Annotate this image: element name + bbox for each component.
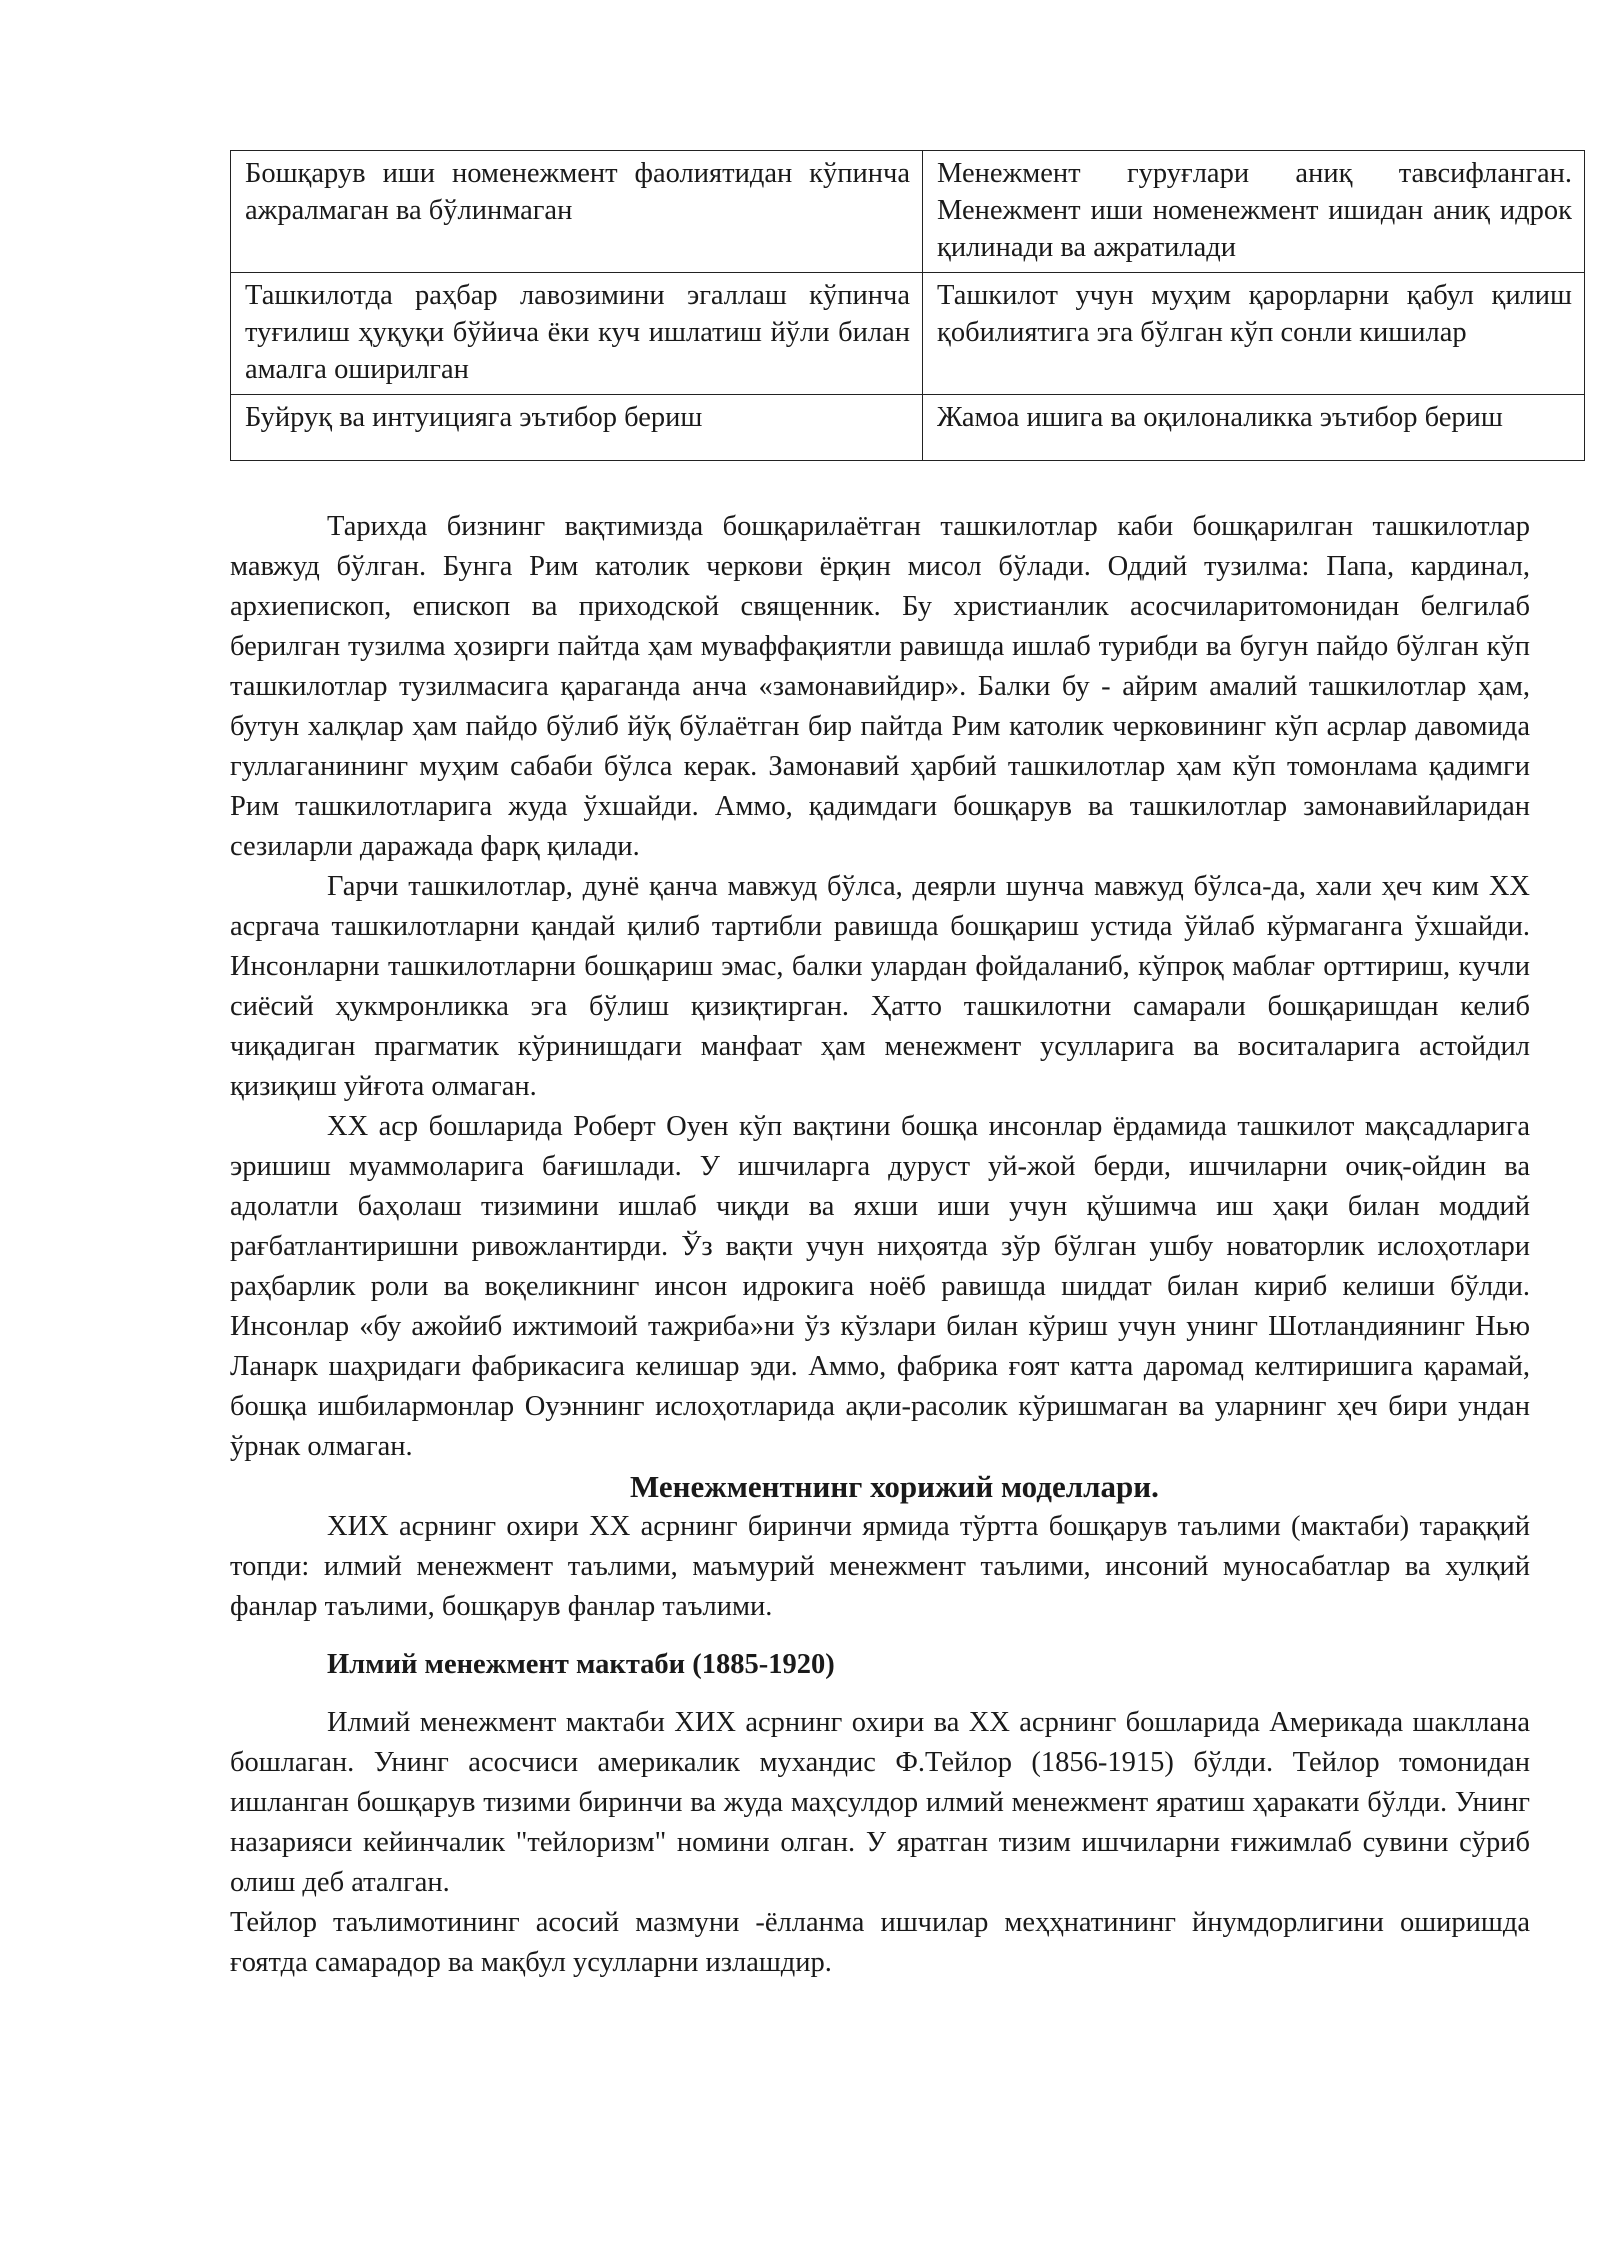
- table-row: [231, 273, 1585, 395]
- paragraph-taylor-essence: Тейлор таълимотининг асосий мазмуни -ёлланма ишчилар меҳҳнатининг йнумдорлигини оширишда ғоятда самарадор ва мақбул усулларни излашдир.: [230, 1907, 1530, 1978]
- paragraph-taylor: Илмий менежмент мактаби ХИХ асрнинг охири ва ХХ асрнинг бошларида Америкада шакллана бошлаган. Унинг асосчиси америкалик мухандис Ф.Тейлор (1856-1915) бўлди. Тейлор томонидан ишланган бошқарув тизими биринчи ва жуда маҳсулдор илмий менежмент яратиш ҳаракати бўлди. Унинг назарияси кейинчалик "тейлоризм" номини олган. У яратган тизим ишчиларни ғижимлаб сувини сўриб олиш деб аталган.: [230, 1707, 1530, 1898]
- paragraph-four-schools: ХИХ асрнинг охири ХХ асрнинг биринчи ярмида тўртта бошқарув таълими (мактаби) тараққий топди: илмий менежмент таълими, маъмурий менежмент таълими, инсоний муносабатлар ва хулқий фанлар таълими, бошқарув фанлар таълими.: [230, 1511, 1530, 1622]
- table-cell-right: Ташкилот учун муҳим қарорларни қабул қилиш қобилиятига эга бўлган кўп сонли кишилар: [923, 273, 1585, 395]
- table-cell-right: Жамоа ишига ва оқилоналикка эътибор бериш: [923, 395, 1585, 461]
- table-cell-right: Менежмент гуруғлари аниқ тавсифланган. Менежмент иши номенежмент ишидан аниқ идрок қилинади ва ажратилади: [923, 151, 1585, 273]
- paragraph-20th-century: Гарчи ташкилотлар, дунё қанча мавжуд бўлса, деярли шунча мавжуд бўлса-да, хали ҳеч ким ХХ асргача ташкилотларни қандай қилиб тартибли равишда бошқариш устида ўйлаб кўрмаганга ўхшайди. Инсонларни ташкилотларни бошқариш эмас, балки улардан фойдаланиб, кўпроқ маблағ орттириш, кучли сиёсий ҳукмронликка эга бўлиш қизиқтирган. Ҳатто ташкилотни самарали бошқаришдан келиб чиқадиган прагматик кўринишдаги манфаат ҳам менежмент усулларига ва воситаларига астойдил қизиқиш уйғота олмаган.: [230, 871, 1530, 1102]
- comparison-table: [230, 150, 1585, 461]
- table-row: [231, 395, 1585, 461]
- subsection-heading: Илмий менежмент мактаби (1885-1920): [327, 1649, 835, 1680]
- table-cell-left: Бошқарув иши номенежмент фаолиятидан кўпинча ажралмаган ва бўлинмаган: [231, 151, 923, 273]
- section-heading: Менежментнинг хорижий моделлари.: [630, 1469, 1159, 1504]
- document-body: [230, 507, 1530, 1983]
- table-cell-left: Буйруқ ва интуицияга эътибор бериш: [231, 395, 923, 461]
- table-row: [231, 151, 1585, 273]
- paragraph-robert-owen: ХХ аср бошларида Роберт Оуен кўп вақтини бошқа инсонлар ёрдамида ташкилот мақсадларига эришиш муаммоларига бағишлади. У ишчиларга дуруст уй-жой берди, ишчиларни очиқ-ойдин ва адолатли баҳолаш тизимини ишлаб чиқди ва яхши иши учун қўшимча иш ҳақи билан моддий рағбатлантиришни ривожлантирди. Ўз вақти учун ниҳоятда зўр бўлган ушбу новаторлик ислоҳотлари раҳбарлик роли ва воқеликнинг инсон идрокига ноёб равишда шиддат билан кириб келиши бўлди. Инсонлар «бу ажойиб ижтимоий тажриба»ни ўз кўзлари билан кўриш учун унинг Шотландиянинг Нью Ланарк шаҳридаги фабрикасига келишар эди. Аммо, фабрика ғоят катта даромад келтиришига қарамай, бошқа ишбилармонлар Оуэннинг ислоҳотларида ақли-расолик кўришмаган ва уларнинг ҳеч бири ундан ўрнак олмаган.: [230, 1111, 1530, 1462]
- table-cell-left: Ташкилотда раҳбар лавозимини эгаллаш кўпинча туғилиш ҳуқуқи бўйича ёки куч ишлатиш йўли билан амалга оширилган: [231, 273, 923, 395]
- paragraph-history: Тарихда бизнинг вақтимизда бошқарилаётган ташкилотлар каби бошқарилган ташкилотлар мавжуд бўлган. Бунга Рим католик черкови ёрқин мисол бўлади. Оддий тузилма: Папа, кардинал, архиепископ, епископ ва приходской священник. Бу христианлик асосчиларитомонидан белгилаб берилган тузилма ҳозирги пайтда ҳам муваффақиятли равишда ишлаб турибди ва бугун пайдо бўлган кўп ташкилотлар тузилмасига қараганда анча «замонавийдир». Балки бу - айрим амалий ташкилотлар ҳам, бутун халқлар ҳам пайдо бўлиб йўқ бўлаётган бир пайтда Рим католик черковининг кўп асрлар давомида гуллаганининг муҳим сабаби бўлса керак. Замонавий ҳарбий ташкилотлар ҳам кўп томонлама қадимги Рим ташкилотларига жуда ўхшайди. Аммо, қадимдаги бошқарув ва ташкилотлар замонавийларидан сезиларли даражада фарқ қилади.: [230, 511, 1530, 862]
